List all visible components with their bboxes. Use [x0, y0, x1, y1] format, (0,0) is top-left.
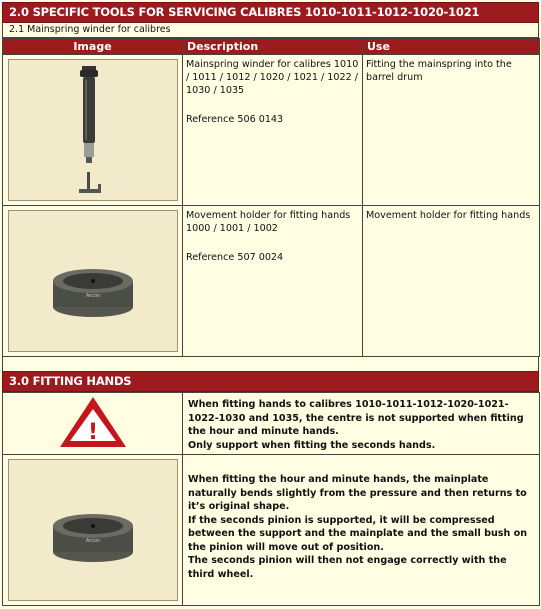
section-3-title: 3.0 FITTING HANDS: [2, 371, 539, 392]
holder-label: Arcon: [85, 293, 100, 299]
warning-text-1: When fitting hands to calibres 1010-1011-1012-1020-1021-1022-1030 and 1035, the centre is not supported when fitting the hour and minute hands.: [188, 399, 524, 437]
table-row: [3, 206, 540, 357]
use-text: Fitting the mainspring into the barrel drum: [366, 59, 512, 83]
use-cell: [363, 55, 540, 206]
holder-label: Arcon: [85, 538, 100, 544]
movement-holder-photo: [8, 210, 178, 352]
document-sheet: [2, 2, 539, 606]
header-image: Image: [3, 39, 183, 55]
movement-holder-photo-2: [8, 459, 178, 601]
use-text: Movement holder for fitting hands: [366, 210, 531, 221]
header-description: Description: [183, 39, 363, 55]
warning-text-cell: [183, 393, 540, 455]
warning-text-2: Only support when fitting the seconds hands.: [188, 439, 436, 451]
warning-symbol: !: [87, 419, 98, 445]
tools-table-header: [3, 39, 540, 55]
image-cell: [3, 206, 183, 357]
description-cell: [183, 55, 363, 206]
warning-triangle-icon: [58, 395, 128, 449]
description-cell: [183, 206, 363, 357]
use-cell: [363, 206, 540, 357]
movement-holder-icon: [9, 211, 177, 351]
info-text-3: The seconds pinion will then not engage correctly with the third wheel.: [188, 555, 507, 580]
info-text-1: When fitting the hour and minute hands, the mainplate naturally bends slightly from the pressure and then returns to it’s original shape.: [188, 474, 527, 512]
mainspring-winder-photo: [8, 59, 178, 201]
movement-holder-icon: [9, 460, 177, 600]
info-text-2: If the seconds pinion is supported, it will be compressed between the support and the mainplate and the small bush on the pinion will move out of position.: [188, 514, 528, 553]
section-gap: [2, 357, 539, 371]
info-text-cell: [183, 455, 540, 606]
mainspring-winder-icon: [9, 60, 177, 200]
section-2-subtitle: 2.1 Mainspring winder for calibres: [2, 23, 539, 38]
image-cell: [3, 455, 183, 606]
section-2-title: 2.0 SPECIFIC TOOLS FOR SERVICING CALIBRES 1010-1011-1012-1020-1021: [2, 2, 539, 23]
reference-text: Reference 507 0024: [186, 252, 284, 263]
fitting-hands-table: [2, 392, 540, 606]
warning-row: [3, 393, 540, 455]
header-use: Use: [363, 39, 540, 55]
description-text: Movement holder for fitting hands 1000 / 1001 / 1002: [186, 210, 351, 234]
description-text: Mainspring winder for calibres 1010 / 1011 / 1012 / 1020 / 1021 / 1022 / 1030 / 1035: [186, 59, 359, 96]
reference-text: Reference 506 0143: [186, 114, 284, 125]
warning-icon-cell: [3, 393, 183, 455]
tools-table: [2, 38, 540, 357]
info-row: [3, 455, 540, 606]
image-cell: [3, 55, 183, 206]
table-row: [3, 55, 540, 206]
